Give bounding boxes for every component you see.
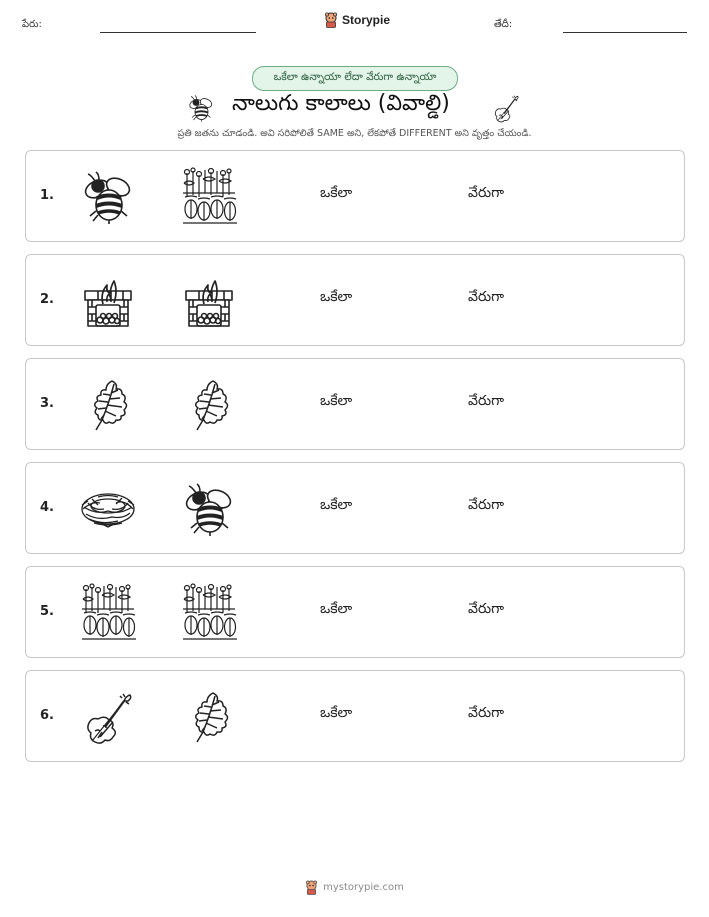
orchestra-icon bbox=[179, 167, 239, 227]
same-option[interactable]: ఒకేలా bbox=[320, 497, 353, 513]
violin-icon bbox=[78, 687, 138, 747]
bee-icon bbox=[186, 93, 216, 123]
date-line[interactable] bbox=[563, 32, 687, 33]
footer bbox=[0, 880, 709, 895]
same-option[interactable]: ఒకేలా bbox=[320, 393, 353, 409]
different-option[interactable]: వేరుగా bbox=[468, 289, 504, 305]
nest-icon bbox=[78, 479, 138, 539]
instruction-text: ప్రతి జతను చూడండి. అవి సరిపోలితే SAME అని, లేకపోతే DIFFERENT అని వృత్తం చేయండి. bbox=[177, 128, 532, 139]
leaf-icon bbox=[78, 375, 138, 435]
different-option[interactable]: వేరుగా bbox=[468, 393, 504, 409]
different-option[interactable]: వేరుగా bbox=[468, 601, 504, 617]
same-option[interactable]: ఒకేలా bbox=[320, 705, 353, 721]
bee-icon bbox=[78, 167, 138, 227]
question-number: 2. bbox=[40, 292, 54, 307]
question-card bbox=[25, 254, 685, 346]
activity-badge: ఒకేలా ఉన్నాయా లేదా వేరుగా ఉన్నాయా bbox=[252, 66, 458, 91]
question-number: 5. bbox=[40, 604, 54, 619]
question-card bbox=[25, 358, 685, 450]
storypie-mascot-icon bbox=[305, 880, 318, 895]
footer-website: mystorypie.com bbox=[323, 882, 404, 893]
question-card bbox=[25, 462, 685, 554]
same-option[interactable]: ఒకేలా bbox=[320, 601, 353, 617]
same-option[interactable]: ఒకేలా bbox=[320, 185, 353, 201]
brand-name: Storypie bbox=[342, 13, 391, 27]
question-number: 3. bbox=[40, 396, 54, 411]
orchestra-icon bbox=[179, 583, 239, 643]
question-number: 6. bbox=[40, 708, 54, 723]
name-line[interactable] bbox=[100, 32, 256, 33]
name-label: పేరు: bbox=[22, 19, 42, 30]
different-option[interactable]: వేరుగా bbox=[468, 497, 504, 513]
question-number: 1. bbox=[40, 188, 54, 203]
fireplace-icon bbox=[179, 271, 239, 331]
title-row bbox=[0, 88, 709, 126]
different-option[interactable]: వేరుగా bbox=[468, 705, 504, 721]
question-card bbox=[25, 566, 685, 658]
storypie-mascot-icon bbox=[324, 12, 338, 28]
page-title: నాలుగు కాలాలు (వివాల్డి) bbox=[232, 91, 450, 116]
orchestra-icon bbox=[78, 583, 138, 643]
violin-icon bbox=[490, 92, 522, 124]
storypie-logo bbox=[324, 12, 390, 28]
leaf-icon bbox=[179, 375, 239, 435]
different-option[interactable]: వేరుగా bbox=[468, 185, 504, 201]
leaf-icon bbox=[179, 687, 239, 747]
question-card bbox=[25, 150, 685, 242]
question-card bbox=[25, 670, 685, 762]
bee-icon bbox=[179, 479, 239, 539]
date-label: తేదీ: bbox=[494, 19, 513, 30]
same-option[interactable]: ఒకేలా bbox=[320, 289, 353, 305]
worksheet-header bbox=[0, 0, 709, 44]
question-number: 4. bbox=[40, 500, 54, 515]
fireplace-icon bbox=[78, 271, 138, 331]
